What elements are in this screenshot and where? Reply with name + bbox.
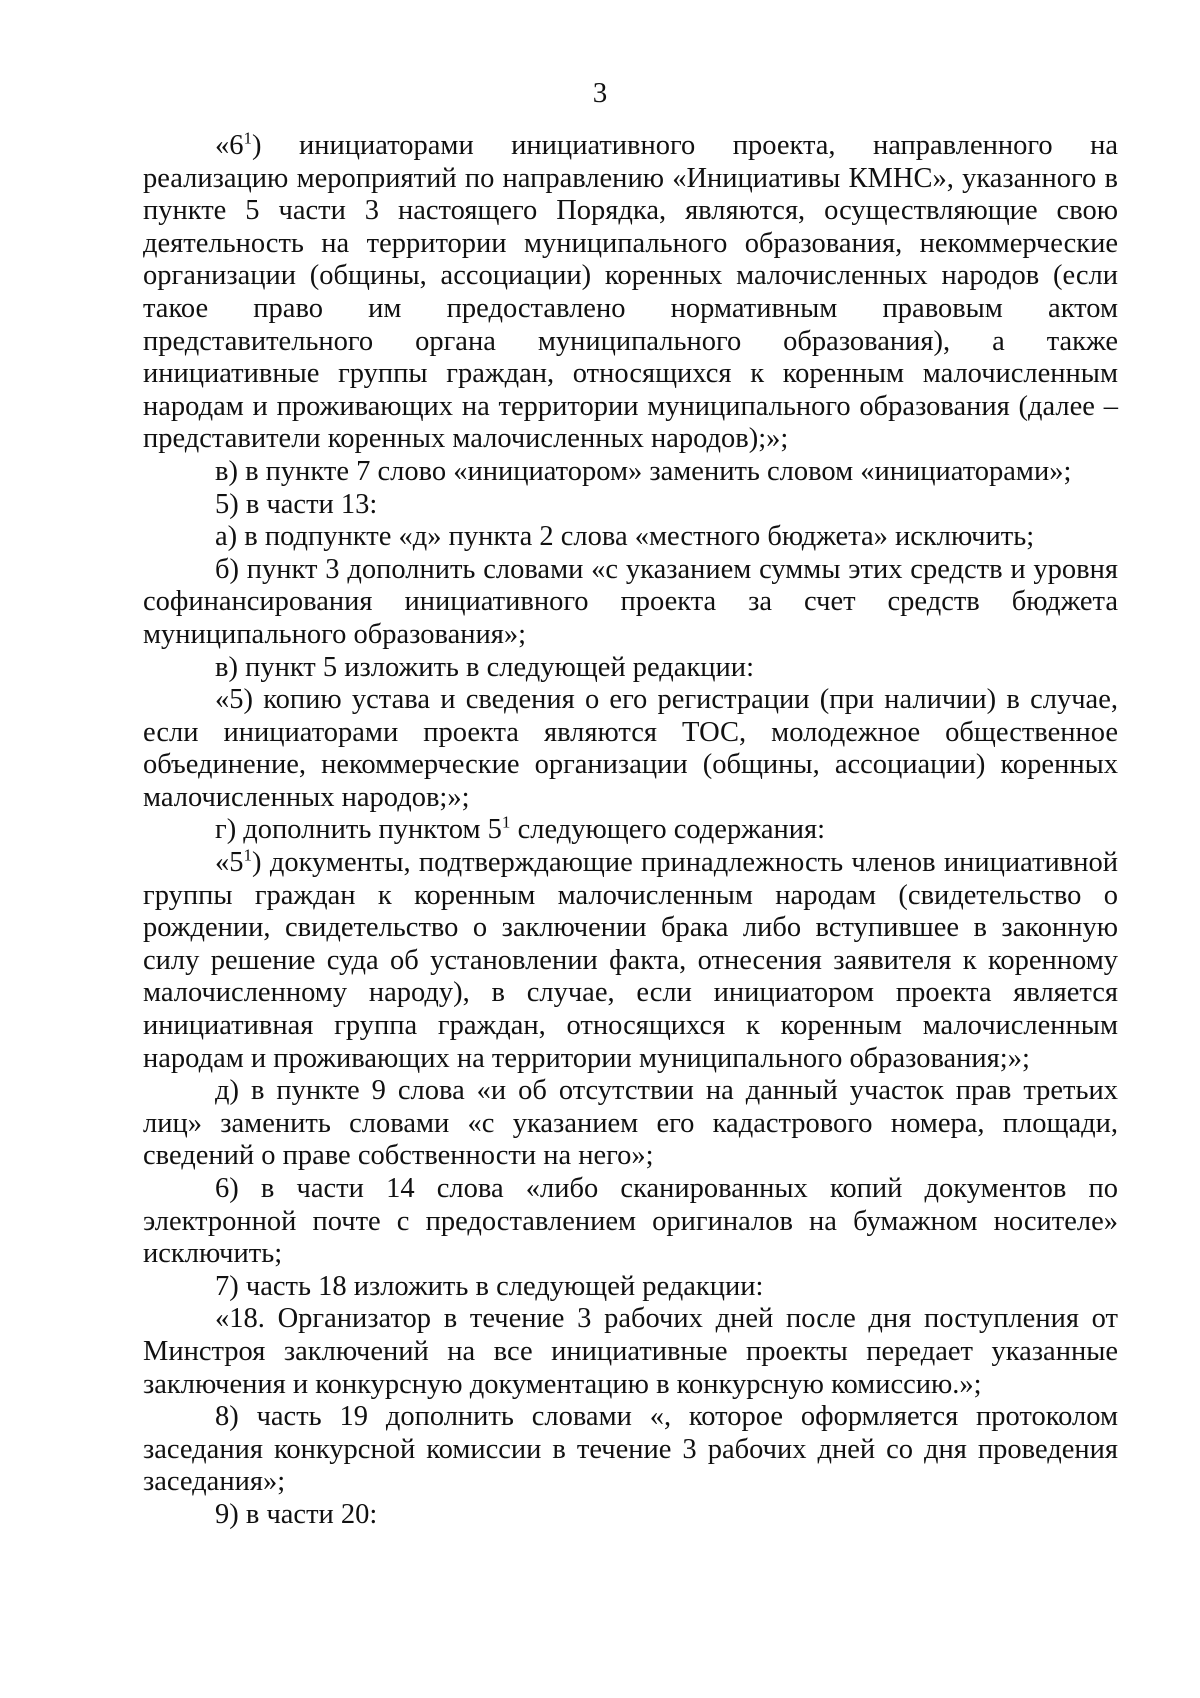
paragraph-part-19: 8) часть 19 дополнить словами «, которое оформляется протоколом заседания конкурсной комиссии в течение 3 рабочих дней со дня проведения заседания»; [143,1401,1118,1498]
paragraph-item-9-amend: д) в пункте 9 слова «и об отсутствии на данный участок прав третьих лиц» заменить словами «с указанием его кадастрового номера, площади, сведений о праве собственности на него»; [143,1075,1118,1172]
paragraph-part-14: 6) в части 14 слова «либо сканированных копий документов по электронной почте с предоставлением оригиналов на бумажном носителе» исключить; [143,1173,1118,1270]
paragraph-add-item-5-1: г) дополнить пунктом $5^1$ следующего содержания: [215,812,826,846]
paragraph-part-18: 7) часть 18 изложить в следующей редакции: [215,1270,764,1302]
paragraph-part-13: 5) в части 13: [215,488,378,520]
paragraph-item-5-text: «5) копию устава и сведения о его регистрации (при наличии) в случае, если инициаторами проекта являются ТОС, молодежное общественное объединение, некоммерческие организации (общины, ассоциации) коренных малочисленных народов;»; [143,684,1118,813]
document-body [143,130,1118,1532]
paragraph-item-5-new-edition: в) пункт 5 изложить в следующей редакции: [215,651,754,683]
paragraph-item-7-amend: в) в пункте 7 слово «инициатором» заменить словом «инициаторами»; [215,455,1072,487]
paragraph-part-20: 9) в части 20: [215,1498,378,1530]
paragraph-item-5-1-text: «$5^1$) документы, подтверждающие принадлежность членов инициативной группы граждан к коренным малочисленным народам (свидетельство о рождении, свидетельство о заключении брака либо вступившее в законную силу решение суда об установлении факта, отнесения заявителя к коренному малочисленному народу), в случае, если инициатором проекта является инициативная группа граждан, относящихся к коренным малочисленным народам и проживающих на территории муниципального образования;»; [143,845,1118,1074]
page-number: 3 [592,77,608,109]
paragraph-item-3-amend: б) пункт 3 дополнить словами «с указанием суммы этих средств и уровня софинансирования инициативного проекта за счет средств бюджета муниципального образования»; [143,553,1118,650]
paragraph-subitem-d: а) в подпункте «д» пункта 2 слова «местного бюджета» исключить; [215,521,1035,553]
paragraph-6-1: «$6^1$) инициаторами инициативного проекта, направленного на реализацию мероприятий по направлению «Инициативы КМНС», указанного в пункте 5 части 3 настоящего Порядка, являются, осуществляющие свою деятельность на территории муниципального образования, некоммерческие организации (общины, ассоциации) коренных малочисленных народов (если такое право им предоставлено нормативным правовым актом представительного органа муниципального образования), а также инициативные группы граждан, относящихся к коренным малочисленным народам и проживающих на территории муниципального образования (далее – представители коренных малочисленных народов);»; [143,128,1118,455]
paragraph-part-18-text: «18. Организатор в течение 3 рабочих дней после дня поступления от Минстроя заключений на все инициативные проекты передает указанные заключения и конкурсную документацию в конкурсную комиссию.»; [143,1303,1118,1400]
